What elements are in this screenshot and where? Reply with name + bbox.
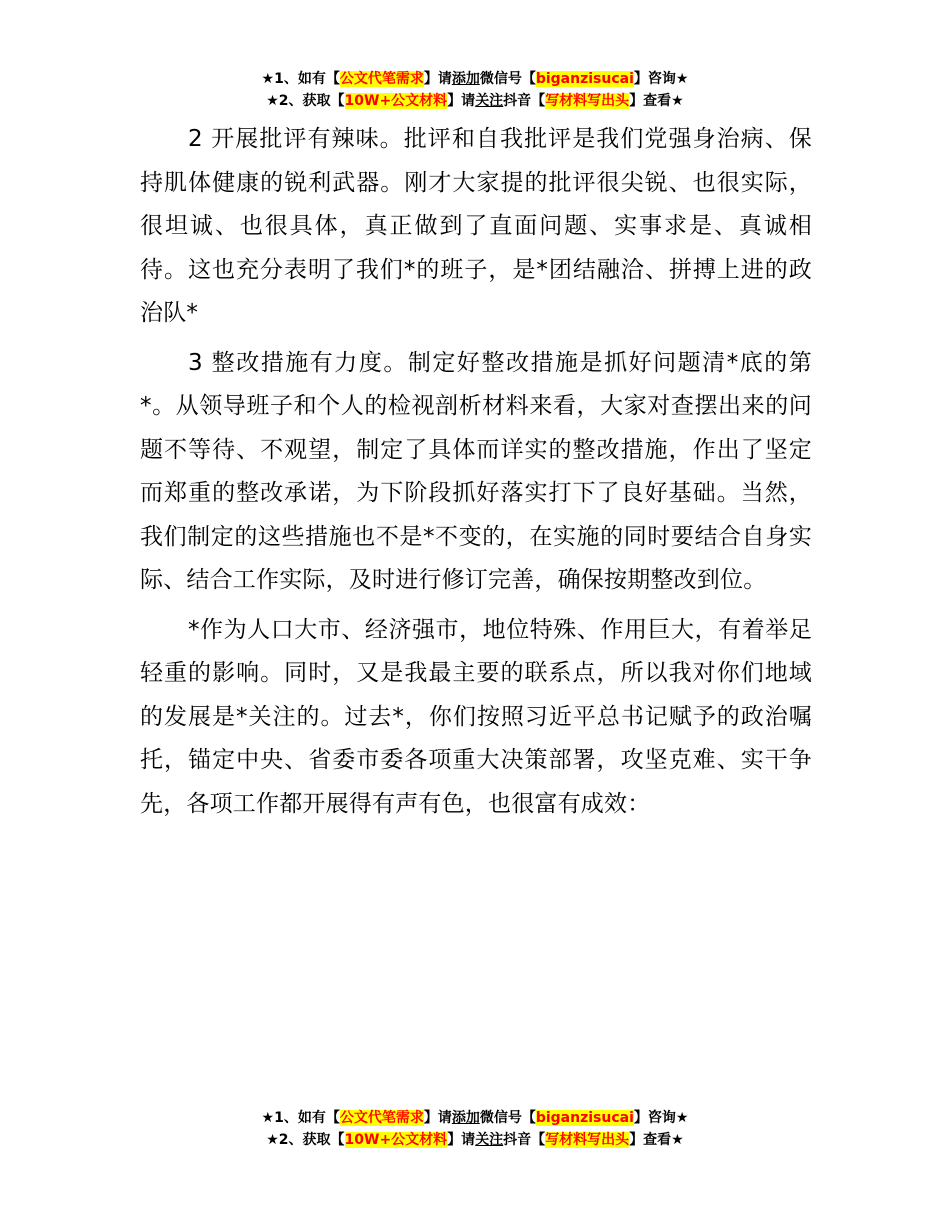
service-highlight: 公文代笔需求 [339,71,424,87]
douyin-account-highlight: 写材料写出头 [545,93,630,109]
promo-line-2: ★2、获取【10W+公文材料】请关注抖音【写材料写出头】查看★ [266,93,684,109]
promo-line-1: ★1、如有【公文代笔需求】请添加微信号【biganzisucai】咨询★ [261,71,689,87]
promo-line-1: ★1、如有【公文代笔需求】请添加微信号【biganzisucai】咨询★ [261,1110,689,1126]
wechat-id-highlight: biganzisucai [535,71,634,87]
paragraph-criticism: 2 开展批评有辣味。批评和自我批评是我们党强身治病、保持肌体健康的锐利武器。刚才大家提的批评很尖锐、也很实际，很坦诚、也很具体，真正做到了直面问题、实事求是、真诚相待。这也充分表明了我们*的班子，是*团结融洽、拼搏上进的政治队* [140,126,812,326]
promo-line-2: ★2、获取【10W+公文材料】请关注抖音【写材料写出头】查看★ [266,1132,684,1148]
douyin-account-highlight: 写材料写出头 [545,1132,630,1148]
document-body [140,118,812,832]
footer-promo-banner [0,1107,950,1151]
paragraph-rectification: 3 整改措施有力度。制定好整改措施是抓好问题清*底的第*。从领导班子和个人的检视剖析材料来看，大家对查摆出来的问题不等待、不观望，制定了具体而详实的整改措施，作出了坚定而郑重的整改承诺，为下阶段抓好落实打下了良好基础。当然，我们制定的这些措施也不是*不变的，在实施的同时要结合自身实际、结合工作实际，及时进行修订完善，确保按期整改到位。 [140,349,812,593]
materials-highlight: 10W+公文材料 [344,1132,448,1148]
materials-highlight: 10W+公文材料 [344,93,448,109]
paragraph-city-overview: *作为人口大市、经济强市，地位特殊、作用巨大，有着举足轻重的影响。同时，又是我最主要的联系点，所以我对你们地域的发展是*关注的。过去*，你们按照习近平总书记赋予的政治嘱托，锚定中央、省委市委各项重大决策部署，攻坚克难、实干争先，各项工作都开展得有声有色，也很富有成效： [140,616,812,817]
service-highlight: 公文代笔需求 [339,1110,424,1126]
wechat-id-highlight: biganzisucai [535,1110,634,1126]
header-promo-banner [0,68,950,112]
